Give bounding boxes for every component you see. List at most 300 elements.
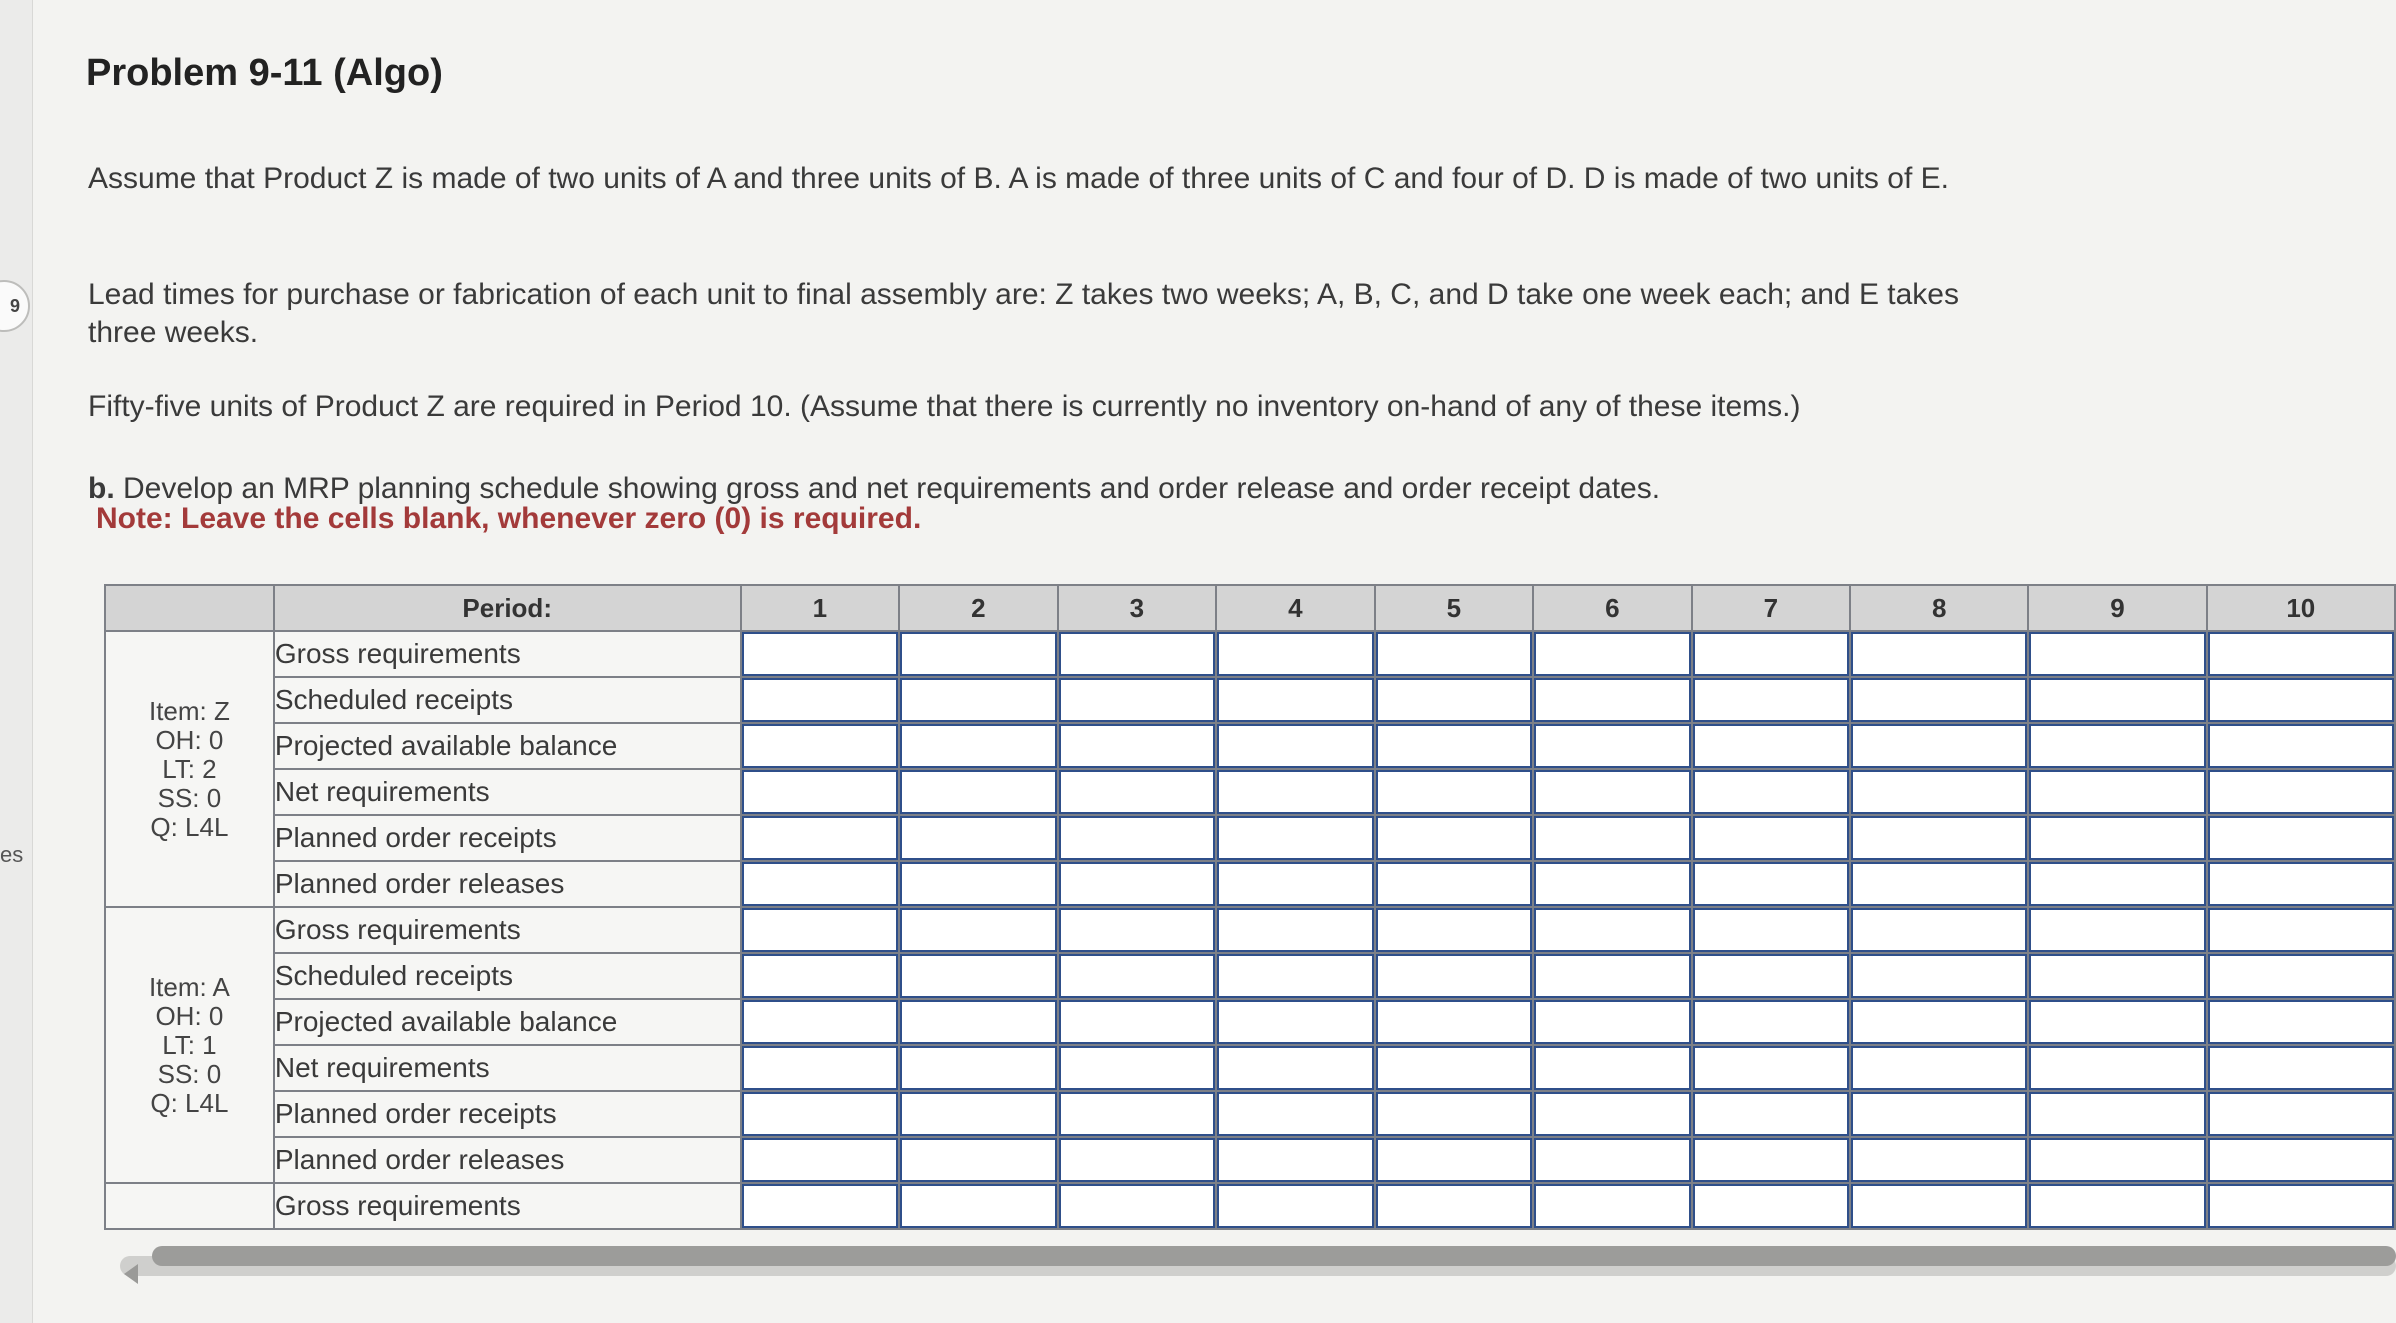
question-number: 9 xyxy=(9,295,20,316)
mrp-cell xyxy=(899,769,1058,815)
mrp-cell xyxy=(2028,1091,2206,1137)
mrp-cell xyxy=(741,999,900,1045)
mrp-cell-input[interactable] xyxy=(1059,1138,1216,1182)
mrp-cell-input[interactable] xyxy=(1217,1138,1374,1182)
mrp-cell-input[interactable] xyxy=(1851,954,2027,998)
mrp-cell xyxy=(899,677,1058,723)
mrp-cell xyxy=(1533,631,1692,677)
mrp-cell-input[interactable] xyxy=(1059,816,1216,860)
item-info-line: Item: A xyxy=(148,971,230,1002)
mrp-cell xyxy=(1375,631,1534,677)
mrp-cell-input[interactable] xyxy=(1376,862,1533,906)
mrp-cell xyxy=(1533,1137,1692,1183)
mrp-cell-input[interactable] xyxy=(1693,954,1850,998)
mrp-cell-input[interactable] xyxy=(1693,632,1850,676)
mrp-cell-input[interactable] xyxy=(742,1138,899,1182)
mrp-cell-input[interactable] xyxy=(2029,1000,2205,1044)
row-label: Gross requirements xyxy=(274,907,741,953)
mrp-cell-input[interactable] xyxy=(2208,862,2394,906)
mrp-cell xyxy=(1058,677,1217,723)
mrp-cell xyxy=(1850,1091,2028,1137)
mrp-cell-input[interactable] xyxy=(1376,954,1533,998)
mrp-cell xyxy=(1850,953,2028,999)
part-b-label: b. xyxy=(88,472,115,505)
mrp-cell xyxy=(1216,723,1375,769)
mrp-cell xyxy=(741,1091,900,1137)
mrp-cell xyxy=(2028,999,2206,1045)
mrp-cell xyxy=(1375,953,1534,999)
mrp-cell xyxy=(1850,907,2028,953)
mrp-cell xyxy=(1375,999,1534,1045)
mrp-cell xyxy=(2207,861,2395,907)
mrp-cell-input[interactable] xyxy=(1534,1000,1691,1044)
mrp-cell xyxy=(741,953,900,999)
mrp-row xyxy=(105,677,2395,723)
period-label: Period: xyxy=(274,585,741,631)
mrp-cell xyxy=(1375,1091,1534,1137)
mrp-cell-input[interactable] xyxy=(1217,1000,1374,1044)
mrp-cell-input[interactable] xyxy=(1534,954,1691,998)
mrp-cell xyxy=(1533,723,1692,769)
mrp-cell-input[interactable] xyxy=(1059,678,1216,722)
mrp-cell xyxy=(2207,1137,2395,1183)
mrp-cell xyxy=(899,861,1058,907)
mrp-cell-input[interactable] xyxy=(2029,770,2205,814)
horizontal-scrollbar-thumb[interactable] xyxy=(152,1246,2396,1266)
mrp-cell xyxy=(2207,1183,2395,1229)
mrp-cell-input[interactable] xyxy=(900,632,1057,676)
mrp-cell xyxy=(1533,999,1692,1045)
mrp-row xyxy=(105,1137,2395,1183)
mrp-cell-input[interactable] xyxy=(1059,908,1216,952)
mrp-cell xyxy=(1216,907,1375,953)
mrp-cell-input[interactable] xyxy=(1693,678,1850,722)
mrp-cell-input[interactable] xyxy=(742,862,899,906)
mrp-cell-input[interactable] xyxy=(1217,816,1374,860)
mrp-cell-input[interactable] xyxy=(1534,816,1691,860)
mrp-cell xyxy=(1850,999,2028,1045)
mrp-cell-input[interactable] xyxy=(1217,632,1374,676)
mrp-row xyxy=(105,907,2395,953)
row-label: Gross requirements xyxy=(274,1183,741,1229)
mrp-cell-input[interactable] xyxy=(742,1184,899,1228)
item-info-line: LT: 2 xyxy=(162,753,217,784)
mrp-cell-input[interactable] xyxy=(1059,1092,1216,1136)
mrp-cell-input[interactable] xyxy=(1217,1092,1374,1136)
mrp-cell-input[interactable] xyxy=(1693,862,1850,906)
period-header-row xyxy=(105,585,2395,631)
mrp-cell xyxy=(899,999,1058,1045)
mrp-cell xyxy=(1850,815,2028,861)
mrp-cell xyxy=(1692,999,1851,1045)
mrp-cell-input[interactable] xyxy=(1059,954,1216,998)
mrp-cell-input[interactable] xyxy=(2029,816,2205,860)
mrp-cell xyxy=(2028,1183,2206,1229)
period-header: 10 xyxy=(2207,585,2395,631)
mrp-cell xyxy=(899,815,1058,861)
mrp-cell xyxy=(899,1183,1058,1229)
period-header: 5 xyxy=(1375,585,1534,631)
mrp-cell-input[interactable] xyxy=(1217,770,1374,814)
mrp-cell-input[interactable] xyxy=(2029,1184,2205,1228)
problem-note: Note: Leave the cells blank, whenever zero (0) is required. xyxy=(96,502,922,535)
mrp-cell xyxy=(1850,769,2028,815)
mrp-cell-input[interactable] xyxy=(1693,1046,1850,1090)
mrp-cell-input[interactable] xyxy=(1851,1000,2027,1044)
period-header: 2 xyxy=(899,585,1058,631)
mrp-cell xyxy=(1533,769,1692,815)
mrp-cell xyxy=(1058,1045,1217,1091)
mrp-cell-input[interactable] xyxy=(1534,1138,1691,1182)
mrp-cell-input[interactable] xyxy=(742,1046,899,1090)
mrp-cell-input[interactable] xyxy=(1851,724,2027,768)
mrp-cell xyxy=(1216,815,1375,861)
mrp-cell xyxy=(2028,953,2206,999)
mrp-cell xyxy=(1216,1091,1375,1137)
mrp-cell-input[interactable] xyxy=(1851,1184,2027,1228)
mrp-cell-input[interactable] xyxy=(2029,632,2205,676)
mrp-cell-input[interactable] xyxy=(2029,1092,2205,1136)
mrp-cell-input[interactable] xyxy=(1851,1138,2027,1182)
mrp-cell xyxy=(741,677,900,723)
mrp-cell xyxy=(741,631,900,677)
mrp-cell-input[interactable] xyxy=(1534,862,1691,906)
mrp-cell-input[interactable] xyxy=(1376,724,1533,768)
mrp-cell xyxy=(2207,723,2395,769)
mrp-row xyxy=(105,1183,2395,1229)
item-info xyxy=(105,1183,274,1229)
mrp-cell-input[interactable] xyxy=(1851,678,2027,722)
mrp-cell xyxy=(1375,723,1534,769)
mrp-cell xyxy=(2207,1045,2395,1091)
mrp-cell-input[interactable] xyxy=(1534,1184,1691,1228)
mrp-cell-input[interactable] xyxy=(1376,1046,1533,1090)
mrp-cell-input[interactable] xyxy=(2208,908,2394,952)
mrp-cell-input[interactable] xyxy=(900,1184,1057,1228)
mrp-cell xyxy=(1058,1137,1217,1183)
mrp-cell-input[interactable] xyxy=(2029,862,2205,906)
mrp-cell xyxy=(1058,999,1217,1045)
mrp-cell-input[interactable] xyxy=(742,954,899,998)
mrp-cell-input[interactable] xyxy=(742,770,899,814)
problem-title: Problem 9-11 (Algo) xyxy=(86,52,443,94)
mrp-cell-input[interactable] xyxy=(1217,1184,1374,1228)
mrp-cell xyxy=(899,953,1058,999)
mrp-cell xyxy=(1216,999,1375,1045)
mrp-cell-input[interactable] xyxy=(1059,862,1216,906)
side-panel-text: es xyxy=(0,842,24,867)
mrp-cell xyxy=(1692,907,1851,953)
mrp-cell xyxy=(2207,953,2395,999)
row-label: Gross requirements xyxy=(274,631,741,677)
mrp-cell xyxy=(741,1137,900,1183)
mrp-cell xyxy=(1058,769,1217,815)
mrp-cell xyxy=(1058,815,1217,861)
period-header: 6 xyxy=(1533,585,1692,631)
mrp-cell-input[interactable] xyxy=(2208,1046,2394,1090)
mrp-cell-input[interactable] xyxy=(742,724,899,768)
period-header: 3 xyxy=(1058,585,1217,631)
mrp-cell-input[interactable] xyxy=(2208,632,2394,676)
mrp-cell-input[interactable] xyxy=(1534,632,1691,676)
mrp-cell-input[interactable] xyxy=(900,1092,1057,1136)
mrp-cell-input[interactable] xyxy=(1851,770,2027,814)
mrp-cell xyxy=(1533,1183,1692,1229)
mrp-cell xyxy=(1216,1045,1375,1091)
mrp-cell xyxy=(1058,1091,1217,1137)
mrp-cell xyxy=(1692,1137,1851,1183)
row-label: Planned order releases xyxy=(274,861,741,907)
mrp-cell xyxy=(741,1045,900,1091)
mrp-cell xyxy=(741,861,900,907)
mrp-cell-input[interactable] xyxy=(1851,908,2027,952)
mrp-cell-input[interactable] xyxy=(2208,1184,2394,1228)
mrp-cell-input[interactable] xyxy=(1851,1046,2027,1090)
mrp-cell-input[interactable] xyxy=(1376,632,1533,676)
mrp-cell xyxy=(1216,677,1375,723)
mrp-cell-input[interactable] xyxy=(1376,770,1533,814)
mrp-cell xyxy=(2028,769,2206,815)
part-b-text: Develop an MRP planning schedule showing gross and net requirements and order release and order receipt dates. xyxy=(123,472,1661,505)
mrp-cell-input[interactable] xyxy=(1376,908,1533,952)
mrp-cell xyxy=(741,815,900,861)
mrp-cell xyxy=(1850,1137,2028,1183)
mrp-cell xyxy=(1850,1183,2028,1229)
mrp-cell xyxy=(2207,631,2395,677)
mrp-cell-input[interactable] xyxy=(1534,724,1691,768)
mrp-cell-input[interactable] xyxy=(1693,816,1850,860)
mrp-cell-input[interactable] xyxy=(2029,678,2205,722)
period-header: 8 xyxy=(1850,585,2028,631)
mrp-cell-input[interactable] xyxy=(1534,908,1691,952)
mrp-cell-input[interactable] xyxy=(1534,1046,1691,1090)
row-label: Planned order receipts xyxy=(274,1091,741,1137)
mrp-cell xyxy=(1216,953,1375,999)
mrp-cell-input[interactable] xyxy=(900,954,1057,998)
item-info-line: Q: L4L xyxy=(150,1087,229,1118)
row-label: Projected available balance xyxy=(274,723,741,769)
mrp-cell xyxy=(899,907,1058,953)
mrp-cell-input[interactable] xyxy=(1851,1092,2027,1136)
mrp-cell xyxy=(1850,631,2028,677)
mrp-cell xyxy=(899,631,1058,677)
mrp-cell xyxy=(1692,953,1851,999)
mrp-cell-input[interactable] xyxy=(900,862,1057,906)
item-info xyxy=(105,907,274,1183)
item-info-line: Item: Z xyxy=(148,695,230,726)
mrp-cell-input[interactable] xyxy=(1217,908,1374,952)
mrp-cell-input[interactable] xyxy=(1059,724,1216,768)
mrp-cell-input[interactable] xyxy=(900,1046,1057,1090)
mrp-cell-input[interactable] xyxy=(1376,816,1533,860)
mrp-cell xyxy=(2207,769,2395,815)
mrp-cell-input[interactable] xyxy=(2208,1000,2394,1044)
row-label: Net requirements xyxy=(274,1045,741,1091)
mrp-cell-input[interactable] xyxy=(1693,1138,1850,1182)
problem-paragraph-demand: Fifty-five units of Product Z are required in Period 10. (Assume that there is currently no inventory on-hand of any of these items.) xyxy=(88,390,1801,423)
mrp-cell-input[interactable] xyxy=(1376,1138,1533,1182)
problem-paragraph-structure: Assume that Product Z is made of two units of A and three units of B. A is made of three units of C and four of D. D is made of two units of E. xyxy=(88,162,1949,195)
mrp-cell xyxy=(1216,1183,1375,1229)
left-panel-strip xyxy=(0,0,33,1323)
mrp-cell xyxy=(1692,677,1851,723)
mrp-cell-input[interactable] xyxy=(742,1092,899,1136)
header-corner xyxy=(105,585,274,631)
mrp-cell-input[interactable] xyxy=(2208,724,2394,768)
mrp-cell-input[interactable] xyxy=(1059,770,1216,814)
mrp-table-container xyxy=(104,584,2396,1244)
mrp-cell xyxy=(1692,723,1851,769)
mrp-cell-input[interactable] xyxy=(1217,954,1374,998)
mrp-cell-input[interactable] xyxy=(2208,1138,2394,1182)
mrp-cell-input[interactable] xyxy=(1693,908,1850,952)
mrp-row xyxy=(105,769,2395,815)
mrp-row xyxy=(105,815,2395,861)
mrp-cell-input[interactable] xyxy=(2029,908,2205,952)
mrp-cell xyxy=(1216,631,1375,677)
mrp-cell xyxy=(741,1183,900,1229)
mrp-cell-input[interactable] xyxy=(1693,1092,1850,1136)
row-label: Net requirements xyxy=(274,769,741,815)
period-header: 1 xyxy=(741,585,900,631)
mrp-planning-table xyxy=(104,584,2396,1230)
row-label: Scheduled receipts xyxy=(274,677,741,723)
mrp-cell xyxy=(1058,907,1217,953)
mrp-cell xyxy=(1058,953,1217,999)
mrp-cell-input[interactable] xyxy=(900,908,1057,952)
mrp-cell-input[interactable] xyxy=(1693,770,1850,814)
item-info xyxy=(105,631,274,907)
mrp-row xyxy=(105,631,2395,677)
mrp-cell xyxy=(1533,815,1692,861)
mrp-cell xyxy=(1692,1183,1851,1229)
mrp-cell-input[interactable] xyxy=(1059,632,1216,676)
mrp-cell-input[interactable] xyxy=(1376,1184,1533,1228)
mrp-row xyxy=(105,999,2395,1045)
mrp-cell-input[interactable] xyxy=(1534,1092,1691,1136)
mrp-cell-input[interactable] xyxy=(1376,678,1533,722)
scroll-left-arrow-icon[interactable] xyxy=(124,1264,138,1284)
mrp-cell-input[interactable] xyxy=(2029,1046,2205,1090)
mrp-cell xyxy=(2207,907,2395,953)
row-label: Planned order releases xyxy=(274,1137,741,1183)
mrp-cell-input[interactable] xyxy=(1534,678,1691,722)
mrp-cell xyxy=(1375,815,1534,861)
mrp-cell xyxy=(2028,1137,2206,1183)
item-info-line: LT: 1 xyxy=(162,1029,217,1060)
row-label: Projected available balance xyxy=(274,999,741,1045)
mrp-cell xyxy=(1850,1045,2028,1091)
mrp-cell-input[interactable] xyxy=(742,632,899,676)
mrp-cell-input[interactable] xyxy=(1217,724,1374,768)
mrp-cell-input[interactable] xyxy=(1693,1184,1850,1228)
mrp-cell xyxy=(1375,861,1534,907)
period-header: 4 xyxy=(1216,585,1375,631)
mrp-cell xyxy=(2028,677,2206,723)
mrp-row xyxy=(105,861,2395,907)
mrp-cell-input[interactable] xyxy=(900,1138,1057,1182)
mrp-cell-input[interactable] xyxy=(2208,678,2394,722)
mrp-cell-input[interactable] xyxy=(2029,954,2205,998)
mrp-cell xyxy=(2028,815,2206,861)
mrp-cell xyxy=(1058,723,1217,769)
mrp-cell xyxy=(741,769,900,815)
mrp-cell-input[interactable] xyxy=(742,816,899,860)
item-info-line: SS: 0 xyxy=(157,1058,222,1089)
mrp-cell-input[interactable] xyxy=(2208,954,2394,998)
mrp-cell xyxy=(2028,723,2206,769)
mrp-cell-input[interactable] xyxy=(1851,862,2027,906)
mrp-cell-input[interactable] xyxy=(900,770,1057,814)
mrp-cell xyxy=(1058,631,1217,677)
mrp-cell xyxy=(1692,631,1851,677)
mrp-cell xyxy=(1692,815,1851,861)
period-header: 7 xyxy=(1692,585,1851,631)
mrp-cell-input[interactable] xyxy=(900,678,1057,722)
mrp-cell xyxy=(2207,815,2395,861)
mrp-cell xyxy=(1533,907,1692,953)
mrp-cell-input[interactable] xyxy=(1693,1000,1850,1044)
mrp-cell-input[interactable] xyxy=(1376,1000,1533,1044)
mrp-cell-input[interactable] xyxy=(900,724,1057,768)
mrp-cell-input[interactable] xyxy=(742,908,899,952)
mrp-cell xyxy=(1533,861,1692,907)
mrp-cell xyxy=(1375,1045,1534,1091)
mrp-cell xyxy=(1533,677,1692,723)
mrp-cell-input[interactable] xyxy=(1693,724,1850,768)
mrp-cell-input[interactable] xyxy=(1059,1046,1216,1090)
mrp-cell xyxy=(1216,1137,1375,1183)
mrp-cell-input[interactable] xyxy=(742,1000,899,1044)
item-info-line: OH: 0 xyxy=(155,724,224,755)
mrp-cell-input[interactable] xyxy=(1217,678,1374,722)
mrp-cell xyxy=(1850,723,2028,769)
mrp-cell-input[interactable] xyxy=(1851,632,2027,676)
mrp-cell xyxy=(1692,769,1851,815)
mrp-cell xyxy=(1692,861,1851,907)
item-info-line: OH: 0 xyxy=(155,1000,224,1031)
mrp-cell xyxy=(899,1137,1058,1183)
mrp-cell-input[interactable] xyxy=(1217,862,1374,906)
mrp-cell-input[interactable] xyxy=(1376,1092,1533,1136)
mrp-cell xyxy=(1375,1137,1534,1183)
problem-paragraph-lead-times: Lead times for purchase or fabrication of each unit to final assembly are: Z takes two weeks; A, B, C, and D take one week each; and E takes three weeks. xyxy=(88,278,1959,349)
mrp-cell-input[interactable] xyxy=(1851,816,2027,860)
mrp-row xyxy=(105,1045,2395,1091)
mrp-cell xyxy=(1375,1183,1534,1229)
mrp-cell-input[interactable] xyxy=(1059,1184,1216,1228)
mrp-cell-input[interactable] xyxy=(1534,770,1691,814)
mrp-cell-input[interactable] xyxy=(1217,1046,1374,1090)
mrp-cell xyxy=(1692,1091,1851,1137)
mrp-cell-input[interactable] xyxy=(742,678,899,722)
item-info-line: SS: 0 xyxy=(157,782,222,813)
mrp-cell xyxy=(1850,861,2028,907)
mrp-cell xyxy=(2028,1045,2206,1091)
row-label: Scheduled receipts xyxy=(274,953,741,999)
mrp-cell-input[interactable] xyxy=(1059,1000,1216,1044)
mrp-cell-input[interactable] xyxy=(2208,770,2394,814)
mrp-cell-input[interactable] xyxy=(2029,1138,2205,1182)
mrp-cell-input[interactable] xyxy=(2208,816,2394,860)
mrp-cell-input[interactable] xyxy=(2029,724,2205,768)
mrp-cell-input[interactable] xyxy=(2208,1092,2394,1136)
mrp-cell-input[interactable] xyxy=(900,1000,1057,1044)
mrp-cell xyxy=(2207,677,2395,723)
mrp-cell xyxy=(1692,1045,1851,1091)
mrp-cell xyxy=(1533,953,1692,999)
mrp-cell-input[interactable] xyxy=(900,816,1057,860)
